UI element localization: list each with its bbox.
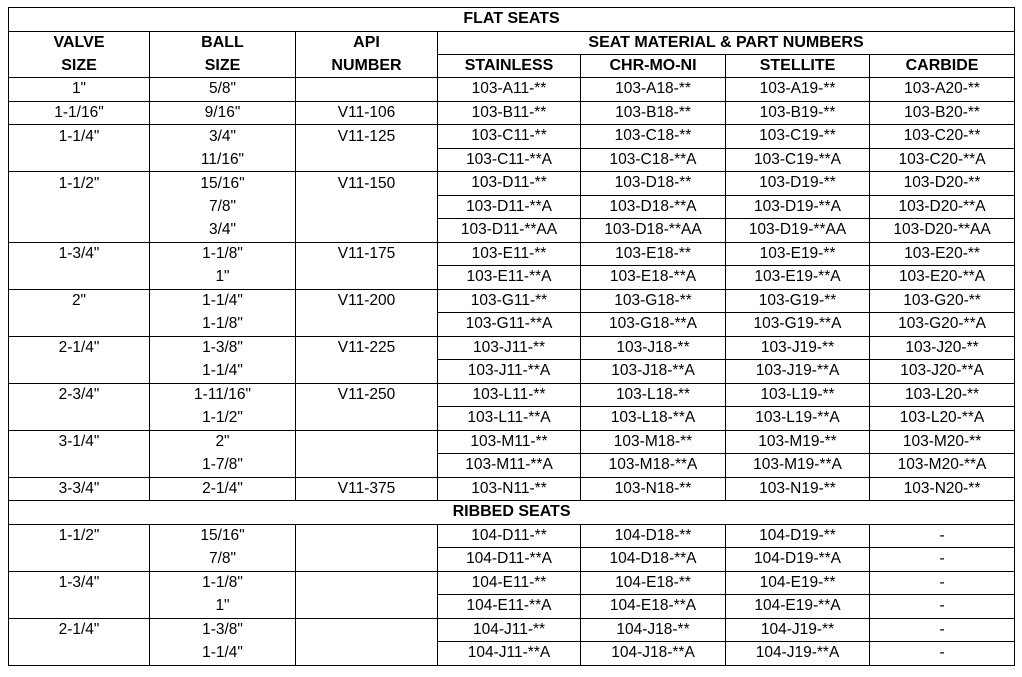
chrmoni-cell: 103-M18-** xyxy=(581,430,726,454)
stellite-cell: 103-C19-** xyxy=(726,125,870,149)
table-row xyxy=(9,571,1015,595)
ball-cell: 1-1/8" xyxy=(150,313,296,337)
stellite-cell: 104-E19-** xyxy=(726,571,870,595)
api-cell xyxy=(296,219,438,243)
stellite-cell: 103-N19-** xyxy=(726,477,870,501)
stellite-cell: 103-L19-** xyxy=(726,383,870,407)
chrmoni-cell: 103-J18-** xyxy=(581,336,726,360)
header-row-2 xyxy=(9,55,1015,78)
carbide-cell: - xyxy=(870,595,1015,619)
table-row xyxy=(9,595,1015,619)
table-row xyxy=(9,642,1015,666)
ribbed-seats-title: RIBBED SEATS xyxy=(9,501,1015,525)
chrmoni-cell: 103-C18-**A xyxy=(581,148,726,172)
carbide-cell: 103-G20-** xyxy=(870,289,1015,313)
api-cell xyxy=(296,618,438,642)
chrmoni-cell: 104-E18-**A xyxy=(581,595,726,619)
valve-cell xyxy=(9,407,150,431)
ball-cell: 1-11/16" xyxy=(150,383,296,407)
api-number-header: API xyxy=(296,31,438,55)
table-row xyxy=(9,336,1015,360)
valve-cell: 1-1/2" xyxy=(9,172,150,196)
ball-cell: 7/8" xyxy=(150,548,296,572)
stellite-cell: 103-J19-**A xyxy=(726,360,870,384)
valve-cell xyxy=(9,360,150,384)
table-row xyxy=(9,78,1015,102)
stainless-cell: 103-D11-** xyxy=(438,172,581,196)
carbide-cell: 103-N20-** xyxy=(870,477,1015,501)
chrmoni-cell: 103-N18-** xyxy=(581,477,726,501)
chrmoni-cell: 103-G18-** xyxy=(581,289,726,313)
chrmoni-cell: 103-L18-**A xyxy=(581,407,726,431)
ball-size-header: BALL xyxy=(150,31,296,55)
carbide-header: CARBIDE xyxy=(870,55,1015,78)
stellite-cell: 103-G19-**A xyxy=(726,313,870,337)
carbide-cell: 103-E20-** xyxy=(870,242,1015,266)
ribbed-seats-title-row xyxy=(9,501,1015,525)
stainless-cell: 103-G11-**A xyxy=(438,313,581,337)
stainless-cell: 103-A11-** xyxy=(438,78,581,102)
chrmoni-cell: 104-J18-** xyxy=(581,618,726,642)
chrmoni-cell: 103-D18-**AA xyxy=(581,219,726,243)
api-cell: V11-175 xyxy=(296,242,438,266)
valve-cell: 1-1/2" xyxy=(9,524,150,548)
carbide-cell: - xyxy=(870,524,1015,548)
table-row xyxy=(9,430,1015,454)
stainless-cell: 103-D11-**AA xyxy=(438,219,581,243)
ball-cell: 15/16" xyxy=(150,172,296,196)
table-row xyxy=(9,548,1015,572)
stellite-cell: 103-M19-**A xyxy=(726,454,870,478)
carbide-cell: 103-J20-**A xyxy=(870,360,1015,384)
api-cell xyxy=(296,313,438,337)
table-row xyxy=(9,383,1015,407)
api-cell xyxy=(296,195,438,219)
carbide-cell: 103-C20-** xyxy=(870,125,1015,149)
stainless-cell: 104-E11-**A xyxy=(438,595,581,619)
stainless-cell: 103-C11-** xyxy=(438,125,581,149)
ball-cell: 1-3/8" xyxy=(150,618,296,642)
api-cell xyxy=(296,360,438,384)
stainless-cell: 104-D11-** xyxy=(438,524,581,548)
valve-cell xyxy=(9,642,150,666)
table-row xyxy=(9,289,1015,313)
carbide-cell: 103-M20-** xyxy=(870,430,1015,454)
api-cell xyxy=(296,571,438,595)
api-cell xyxy=(296,407,438,431)
stellite-cell: 103-A19-** xyxy=(726,78,870,102)
header-row-1 xyxy=(9,31,1015,55)
table-row xyxy=(9,101,1015,125)
table-row xyxy=(9,477,1015,501)
valve-cell xyxy=(9,195,150,219)
stainless-cell: 103-E11-**A xyxy=(438,266,581,290)
stainless-cell: 103-E11-** xyxy=(438,242,581,266)
stellite-cell: 104-J19-**A xyxy=(726,642,870,666)
flat-seats-title-row xyxy=(9,8,1015,32)
carbide-cell: 103-B20-** xyxy=(870,101,1015,125)
carbide-cell: 103-G20-**A xyxy=(870,313,1015,337)
flat-seats-title: FLAT SEATS xyxy=(9,8,1015,32)
valve-cell xyxy=(9,548,150,572)
api-cell xyxy=(296,548,438,572)
stellite-cell: 104-D19-**A xyxy=(726,548,870,572)
chrmoni-cell: 103-D18-** xyxy=(581,172,726,196)
valve-cell xyxy=(9,266,150,290)
ball-cell: 1-1/2" xyxy=(150,407,296,431)
stellite-cell: 103-B19-** xyxy=(726,101,870,125)
stainless-cell: 103-C11-**A xyxy=(438,148,581,172)
ball-cell: 5/8" xyxy=(150,78,296,102)
stainless-cell: 103-J11-**A xyxy=(438,360,581,384)
stellite-cell: 103-D19-**A xyxy=(726,195,870,219)
chrmoni-cell: 103-E18-** xyxy=(581,242,726,266)
table-row xyxy=(9,125,1015,149)
valve-cell: 2-3/4" xyxy=(9,383,150,407)
seat-part-number-table xyxy=(8,7,1015,666)
ball-cell: 1-7/8" xyxy=(150,454,296,478)
chrmoni-cell: 103-G18-**A xyxy=(581,313,726,337)
valve-cell: 2" xyxy=(9,289,150,313)
chrmoni-cell: 104-D18-**A xyxy=(581,548,726,572)
valve-cell xyxy=(9,313,150,337)
stainless-cell: 103-G11-** xyxy=(438,289,581,313)
stellite-cell: 103-E19-**A xyxy=(726,266,870,290)
valve-cell: 2-1/4" xyxy=(9,336,150,360)
stainless-cell: 103-M11-**A xyxy=(438,454,581,478)
valve-size-header: VALVE xyxy=(9,31,150,55)
valve-cell: 2-1/4" xyxy=(9,618,150,642)
stellite-cell: 103-M19-** xyxy=(726,430,870,454)
api-cell: V11-375 xyxy=(296,477,438,501)
stainless-cell: 103-M11-** xyxy=(438,430,581,454)
ribbed-seats-body xyxy=(9,524,1015,665)
chrmoni-cell: 103-E18-**A xyxy=(581,266,726,290)
stellite-cell: 103-D19-** xyxy=(726,172,870,196)
table-row xyxy=(9,360,1015,384)
valve-size-header-line2: SIZE xyxy=(9,55,150,78)
ball-cell: 9/16" xyxy=(150,101,296,125)
carbide-cell: 103-L20-**A xyxy=(870,407,1015,431)
chrmoni-cell: 104-E18-** xyxy=(581,571,726,595)
ball-cell: 7/8" xyxy=(150,195,296,219)
api-number-header-line2: NUMBER xyxy=(296,55,438,78)
valve-cell: 3-1/4" xyxy=(9,430,150,454)
valve-cell xyxy=(9,454,150,478)
stellite-header: STELLITE xyxy=(726,55,870,78)
ball-cell: 1-3/8" xyxy=(150,336,296,360)
carbide-cell: 103-J20-** xyxy=(870,336,1015,360)
valve-cell: 3-3/4" xyxy=(9,477,150,501)
ball-cell: 1" xyxy=(150,595,296,619)
api-cell xyxy=(296,148,438,172)
carbide-cell: 103-C20-**A xyxy=(870,148,1015,172)
stellite-cell: 104-D19-** xyxy=(726,524,870,548)
table-row xyxy=(9,195,1015,219)
table-row xyxy=(9,172,1015,196)
api-cell: V11-150 xyxy=(296,172,438,196)
carbide-cell: - xyxy=(870,571,1015,595)
stellite-cell: 103-L19-**A xyxy=(726,407,870,431)
valve-cell: 1-1/4" xyxy=(9,125,150,149)
ball-cell: 1" xyxy=(150,266,296,290)
ball-cell: 3/4" xyxy=(150,125,296,149)
ball-cell: 1-1/8" xyxy=(150,571,296,595)
stellite-cell: 103-G19-** xyxy=(726,289,870,313)
api-cell: V11-125 xyxy=(296,125,438,149)
api-cell: V11-200 xyxy=(296,289,438,313)
api-cell xyxy=(296,266,438,290)
chr-mo-ni-header: CHR-MO-NI xyxy=(581,55,726,78)
ball-cell: 1-1/4" xyxy=(150,289,296,313)
stainless-cell: 103-L11-**A xyxy=(438,407,581,431)
carbide-cell: 103-M20-**A xyxy=(870,454,1015,478)
table-row xyxy=(9,454,1015,478)
stellite-cell: 104-E19-**A xyxy=(726,595,870,619)
api-cell xyxy=(296,595,438,619)
stellite-cell: 103-C19-**A xyxy=(726,148,870,172)
chrmoni-cell: 104-J18-**A xyxy=(581,642,726,666)
stellite-cell: 103-D19-**AA xyxy=(726,219,870,243)
stainless-cell: 104-D11-**A xyxy=(438,548,581,572)
valve-cell: 1-3/4" xyxy=(9,242,150,266)
api-cell xyxy=(296,524,438,548)
carbide-cell: - xyxy=(870,642,1015,666)
api-cell xyxy=(296,642,438,666)
api-cell xyxy=(296,78,438,102)
stellite-cell: 104-J19-** xyxy=(726,618,870,642)
stainless-cell: 103-J11-** xyxy=(438,336,581,360)
table-row xyxy=(9,219,1015,243)
stainless-cell: 104-E11-** xyxy=(438,571,581,595)
api-cell xyxy=(296,454,438,478)
carbide-cell: 103-D20-**A xyxy=(870,195,1015,219)
stellite-cell: 103-E19-** xyxy=(726,242,870,266)
chrmoni-cell: 103-C18-** xyxy=(581,125,726,149)
carbide-cell: 103-D20-** xyxy=(870,172,1015,196)
carbide-cell: 103-L20-** xyxy=(870,383,1015,407)
valve-cell: 1-3/4" xyxy=(9,571,150,595)
seat-material-header: SEAT MATERIAL & PART NUMBERS xyxy=(438,31,1015,55)
chrmoni-cell: 103-B18-** xyxy=(581,101,726,125)
valve-cell: 1" xyxy=(9,78,150,102)
valve-cell xyxy=(9,148,150,172)
flat-seats-body xyxy=(9,78,1015,501)
api-cell: V11-106 xyxy=(296,101,438,125)
chrmoni-cell: 103-M18-**A xyxy=(581,454,726,478)
api-cell: V11-225 xyxy=(296,336,438,360)
chrmoni-cell: 103-J18-**A xyxy=(581,360,726,384)
chrmoni-cell: 103-A18-** xyxy=(581,78,726,102)
table-row xyxy=(9,407,1015,431)
valve-cell xyxy=(9,595,150,619)
stainless-cell: 103-N11-** xyxy=(438,477,581,501)
api-cell xyxy=(296,430,438,454)
table-row xyxy=(9,524,1015,548)
carbide-cell: 103-E20-**A xyxy=(870,266,1015,290)
carbide-cell: 103-A20-** xyxy=(870,78,1015,102)
ball-cell: 1-1/4" xyxy=(150,642,296,666)
valve-cell xyxy=(9,219,150,243)
stainless-cell: 104-J11-**A xyxy=(438,642,581,666)
table-row xyxy=(9,618,1015,642)
chrmoni-cell: 103-D18-**A xyxy=(581,195,726,219)
ball-cell: 2-1/4" xyxy=(150,477,296,501)
carbide-cell: - xyxy=(870,618,1015,642)
carbide-cell: - xyxy=(870,548,1015,572)
stainless-cell: 103-B11-** xyxy=(438,101,581,125)
table-row xyxy=(9,242,1015,266)
stainless-cell: 103-L11-** xyxy=(438,383,581,407)
ball-cell: 1-1/4" xyxy=(150,360,296,384)
carbide-cell: 103-D20-**AA xyxy=(870,219,1015,243)
stellite-cell: 103-J19-** xyxy=(726,336,870,360)
table-row xyxy=(9,313,1015,337)
ribbed-title-body xyxy=(9,501,1015,525)
ball-cell: 3/4" xyxy=(150,219,296,243)
ball-cell: 2" xyxy=(150,430,296,454)
valve-cell: 1-1/16" xyxy=(9,101,150,125)
chrmoni-cell: 103-L18-** xyxy=(581,383,726,407)
stainless-header: STAINLESS xyxy=(438,55,581,78)
ball-cell: 11/16" xyxy=(150,148,296,172)
ball-cell: 15/16" xyxy=(150,524,296,548)
stainless-cell: 103-D11-**A xyxy=(438,195,581,219)
stainless-cell: 104-J11-** xyxy=(438,618,581,642)
ball-cell: 1-1/8" xyxy=(150,242,296,266)
table-row xyxy=(9,266,1015,290)
ball-size-header-line2: SIZE xyxy=(150,55,296,78)
chrmoni-cell: 104-D18-** xyxy=(581,524,726,548)
table-row xyxy=(9,148,1015,172)
api-cell: V11-250 xyxy=(296,383,438,407)
